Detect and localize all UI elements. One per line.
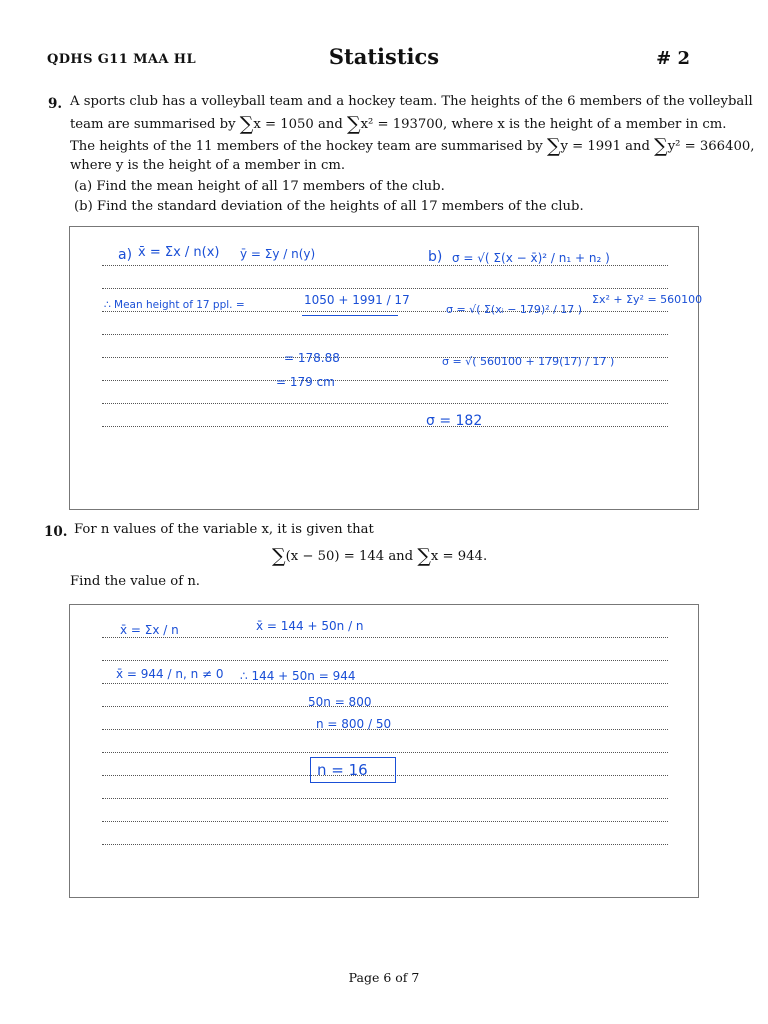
question-9-number: 9.	[48, 96, 63, 112]
sheet-number: # 2	[656, 48, 690, 69]
answer-box-10[interactable]: x̄ = Σx / n x̄ = 144 + 50n / n x̄ = 944 / n, n ≠ 0 ∴ 144 + 50n = 944 50n = 800 n = 800 / 50 n = 16	[69, 604, 699, 898]
answer-box-9[interactable]: a) x̄ = Σx / n(x) ȳ = Σy / n(y) ∴ Mean height of 17 ppl. = 1050 + 1991 / 17 = 178.88 = 179 cm b) σ = √( Σ(x − x̄)² / n₁ + n₂ ) Σx² + Σy² = 560100 σ = √( Σ(xᵢ − 179)² / 17 ) σ = √( 560100 + 179(17) / 17 ) σ = 182	[69, 226, 699, 510]
header-course: QDHS G11 MAA HL	[47, 52, 197, 67]
page-title: Statistics	[328, 44, 440, 69]
page-footer: Page 6 of 7	[348, 970, 420, 985]
boxed-answer: n = 16	[310, 757, 396, 783]
question-10-number: 10.	[44, 524, 68, 540]
